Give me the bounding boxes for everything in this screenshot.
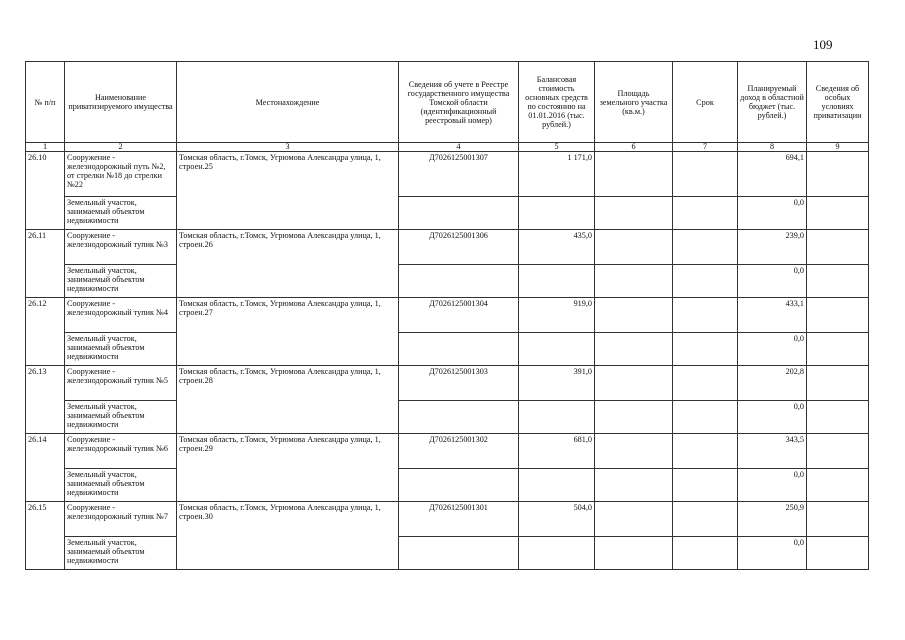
planned-income: 433,1 xyxy=(738,298,807,333)
column-number: 4 xyxy=(399,143,519,152)
term-cell xyxy=(673,502,738,537)
area-cell xyxy=(595,401,673,434)
table-row xyxy=(26,502,869,537)
planned-income: 239,0 xyxy=(738,230,807,265)
column-number: 5 xyxy=(519,143,595,152)
land-name: Земельный участок, занимаемый объектом недвижимости xyxy=(65,333,177,366)
table-row-land xyxy=(26,469,869,502)
area-cell xyxy=(595,366,673,401)
object-name: Сооружение - железнодорожный тупик №7 xyxy=(65,502,177,537)
conditions-cell xyxy=(807,502,869,537)
column-number: 1 xyxy=(26,143,65,152)
balance-cell-empty xyxy=(519,469,595,502)
object-name: Сооружение - железнодорожный путь №2, от стрелки №18 до стрелки №22 xyxy=(65,152,177,197)
area-cell xyxy=(595,152,673,197)
balance-value: 435,0 xyxy=(519,230,595,265)
header-term: Срок xyxy=(673,62,738,143)
row-number: 26.11 xyxy=(26,230,65,298)
area-cell xyxy=(595,469,673,502)
registry-number: Д7026125001304 xyxy=(399,298,519,333)
conditions-cell xyxy=(807,333,869,366)
registry-cell-empty xyxy=(399,265,519,298)
object-name: Сооружение - железнодорожный тупик №6 xyxy=(65,434,177,469)
table-row xyxy=(26,298,869,333)
column-number: 6 xyxy=(595,143,673,152)
term-cell xyxy=(673,537,738,570)
column-number: 7 xyxy=(673,143,738,152)
registry-cell-empty xyxy=(399,537,519,570)
table-row-land xyxy=(26,265,869,298)
term-cell xyxy=(673,434,738,469)
land-income: 0,0 xyxy=(738,265,807,298)
term-cell xyxy=(673,152,738,197)
land-name: Земельный участок, занимаемый объектом недвижимости xyxy=(65,537,177,570)
page-number: 109 xyxy=(813,37,833,52)
term-cell xyxy=(673,401,738,434)
registry-cell-empty xyxy=(399,197,519,230)
registry-cell-empty xyxy=(399,469,519,502)
balance-cell-empty xyxy=(519,401,595,434)
column-number: 2 xyxy=(65,143,177,152)
row-number: 26.15 xyxy=(26,502,65,570)
table-header xyxy=(26,62,869,143)
area-cell xyxy=(595,265,673,298)
object-location: Томская область, г.Томск, Угрюмова Александра улица, 1, строен.25 xyxy=(177,152,399,230)
planned-income: 250,9 xyxy=(738,502,807,537)
area-cell xyxy=(595,333,673,366)
header-name: Наименование приватизируемого имущества xyxy=(65,62,177,143)
term-cell xyxy=(673,298,738,333)
table-row-land xyxy=(26,401,869,434)
object-location: Томская область, г.Томск, Угрюмова Александра улица, 1, строен.27 xyxy=(177,298,399,366)
term-cell xyxy=(673,265,738,298)
header-location: Местонахождение xyxy=(177,62,399,143)
table-row-land xyxy=(26,197,869,230)
row-number: 26.10 xyxy=(26,152,65,230)
registry-number: Д7026125001307 xyxy=(399,152,519,197)
table-row xyxy=(26,152,869,197)
registry-number: Д7026125001303 xyxy=(399,366,519,401)
area-cell xyxy=(595,434,673,469)
conditions-cell xyxy=(807,265,869,298)
row-number: 26.14 xyxy=(26,434,65,502)
registry-number: Д7026125001301 xyxy=(399,502,519,537)
balance-cell-empty xyxy=(519,537,595,570)
header-registry: Сведения об учете в Реестре государственного имущества Томской области (идентификационный реестровый номер) xyxy=(399,62,519,143)
header-num: № п/п xyxy=(26,62,65,143)
table-row xyxy=(26,230,869,265)
conditions-cell xyxy=(807,434,869,469)
balance-cell-empty xyxy=(519,197,595,230)
planned-income: 343,5 xyxy=(738,434,807,469)
registry-number: Д7026125001302 xyxy=(399,434,519,469)
row-number: 26.13 xyxy=(26,366,65,434)
conditions-cell xyxy=(807,537,869,570)
balance-value: 1 171,0 xyxy=(519,152,595,197)
object-location: Томская область, г.Томск, Угрюмова Александра улица, 1, строен.30 xyxy=(177,502,399,570)
land-name: Земельный участок, занимаемый объектом недвижимости xyxy=(65,265,177,298)
privatization-table xyxy=(25,61,869,570)
term-cell xyxy=(673,197,738,230)
land-income: 0,0 xyxy=(738,401,807,434)
balance-cell-empty xyxy=(519,333,595,366)
term-cell xyxy=(673,230,738,265)
land-name: Земельный участок, занимаемый объектом недвижимости xyxy=(65,197,177,230)
conditions-cell xyxy=(807,197,869,230)
conditions-cell xyxy=(807,152,869,197)
conditions-cell xyxy=(807,401,869,434)
table-row xyxy=(26,366,869,401)
registry-cell-empty xyxy=(399,333,519,366)
land-income: 0,0 xyxy=(738,197,807,230)
header-conditions: Сведения об особых условиях приватизации xyxy=(807,62,869,143)
balance-cell-empty xyxy=(519,265,595,298)
conditions-cell xyxy=(807,469,869,502)
term-cell xyxy=(673,469,738,502)
land-income: 0,0 xyxy=(738,333,807,366)
land-name: Земельный участок, занимаемый объектом недвижимости xyxy=(65,401,177,434)
conditions-cell xyxy=(807,298,869,333)
column-number: 3 xyxy=(177,143,399,152)
balance-value: 504,0 xyxy=(519,502,595,537)
registry-number: Д7026125001306 xyxy=(399,230,519,265)
object-location: Томская область, г.Томск, Угрюмова Александра улица, 1, строен.28 xyxy=(177,366,399,434)
registry-cell-empty xyxy=(399,401,519,434)
area-cell xyxy=(595,197,673,230)
land-income: 0,0 xyxy=(738,537,807,570)
header-area: Площадь земельного участка (кв.м.) xyxy=(595,62,673,143)
table-row xyxy=(26,434,869,469)
column-number: 9 xyxy=(807,143,869,152)
column-number-row xyxy=(26,143,869,152)
conditions-cell xyxy=(807,366,869,401)
area-cell xyxy=(595,502,673,537)
row-number: 26.12 xyxy=(26,298,65,366)
planned-income: 202,8 xyxy=(738,366,807,401)
object-location: Томская область, г.Томск, Угрюмова Александра улица, 1, строен.26 xyxy=(177,230,399,298)
term-cell xyxy=(673,366,738,401)
area-cell xyxy=(595,298,673,333)
object-name: Сооружение - железнодорожный тупик №5 xyxy=(65,366,177,401)
conditions-cell xyxy=(807,230,869,265)
balance-value: 919,0 xyxy=(519,298,595,333)
land-name: Земельный участок, занимаемый объектом недвижимости xyxy=(65,469,177,502)
area-cell xyxy=(595,230,673,265)
header-balance: Балансовая стоимость основных средств по состоянию на 01.01.2016 (тыс. рублей.) xyxy=(519,62,595,143)
balance-value: 681,0 xyxy=(519,434,595,469)
land-income: 0,0 xyxy=(738,469,807,502)
object-name: Сооружение - железнодорожный тупик №4 xyxy=(65,298,177,333)
area-cell xyxy=(595,537,673,570)
term-cell xyxy=(673,333,738,366)
header-income: Планируемый доход в областной бюджет (тыс. рублей.) xyxy=(738,62,807,143)
table-row-land xyxy=(26,537,869,570)
object-name: Сооружение - железнодорожный тупик №3 xyxy=(65,230,177,265)
balance-value: 391,0 xyxy=(519,366,595,401)
object-location: Томская область, г.Томск, Угрюмова Александра улица, 1, строен.29 xyxy=(177,434,399,502)
table-row-land xyxy=(26,333,869,366)
column-number: 8 xyxy=(738,143,807,152)
planned-income: 694,1 xyxy=(738,152,807,197)
